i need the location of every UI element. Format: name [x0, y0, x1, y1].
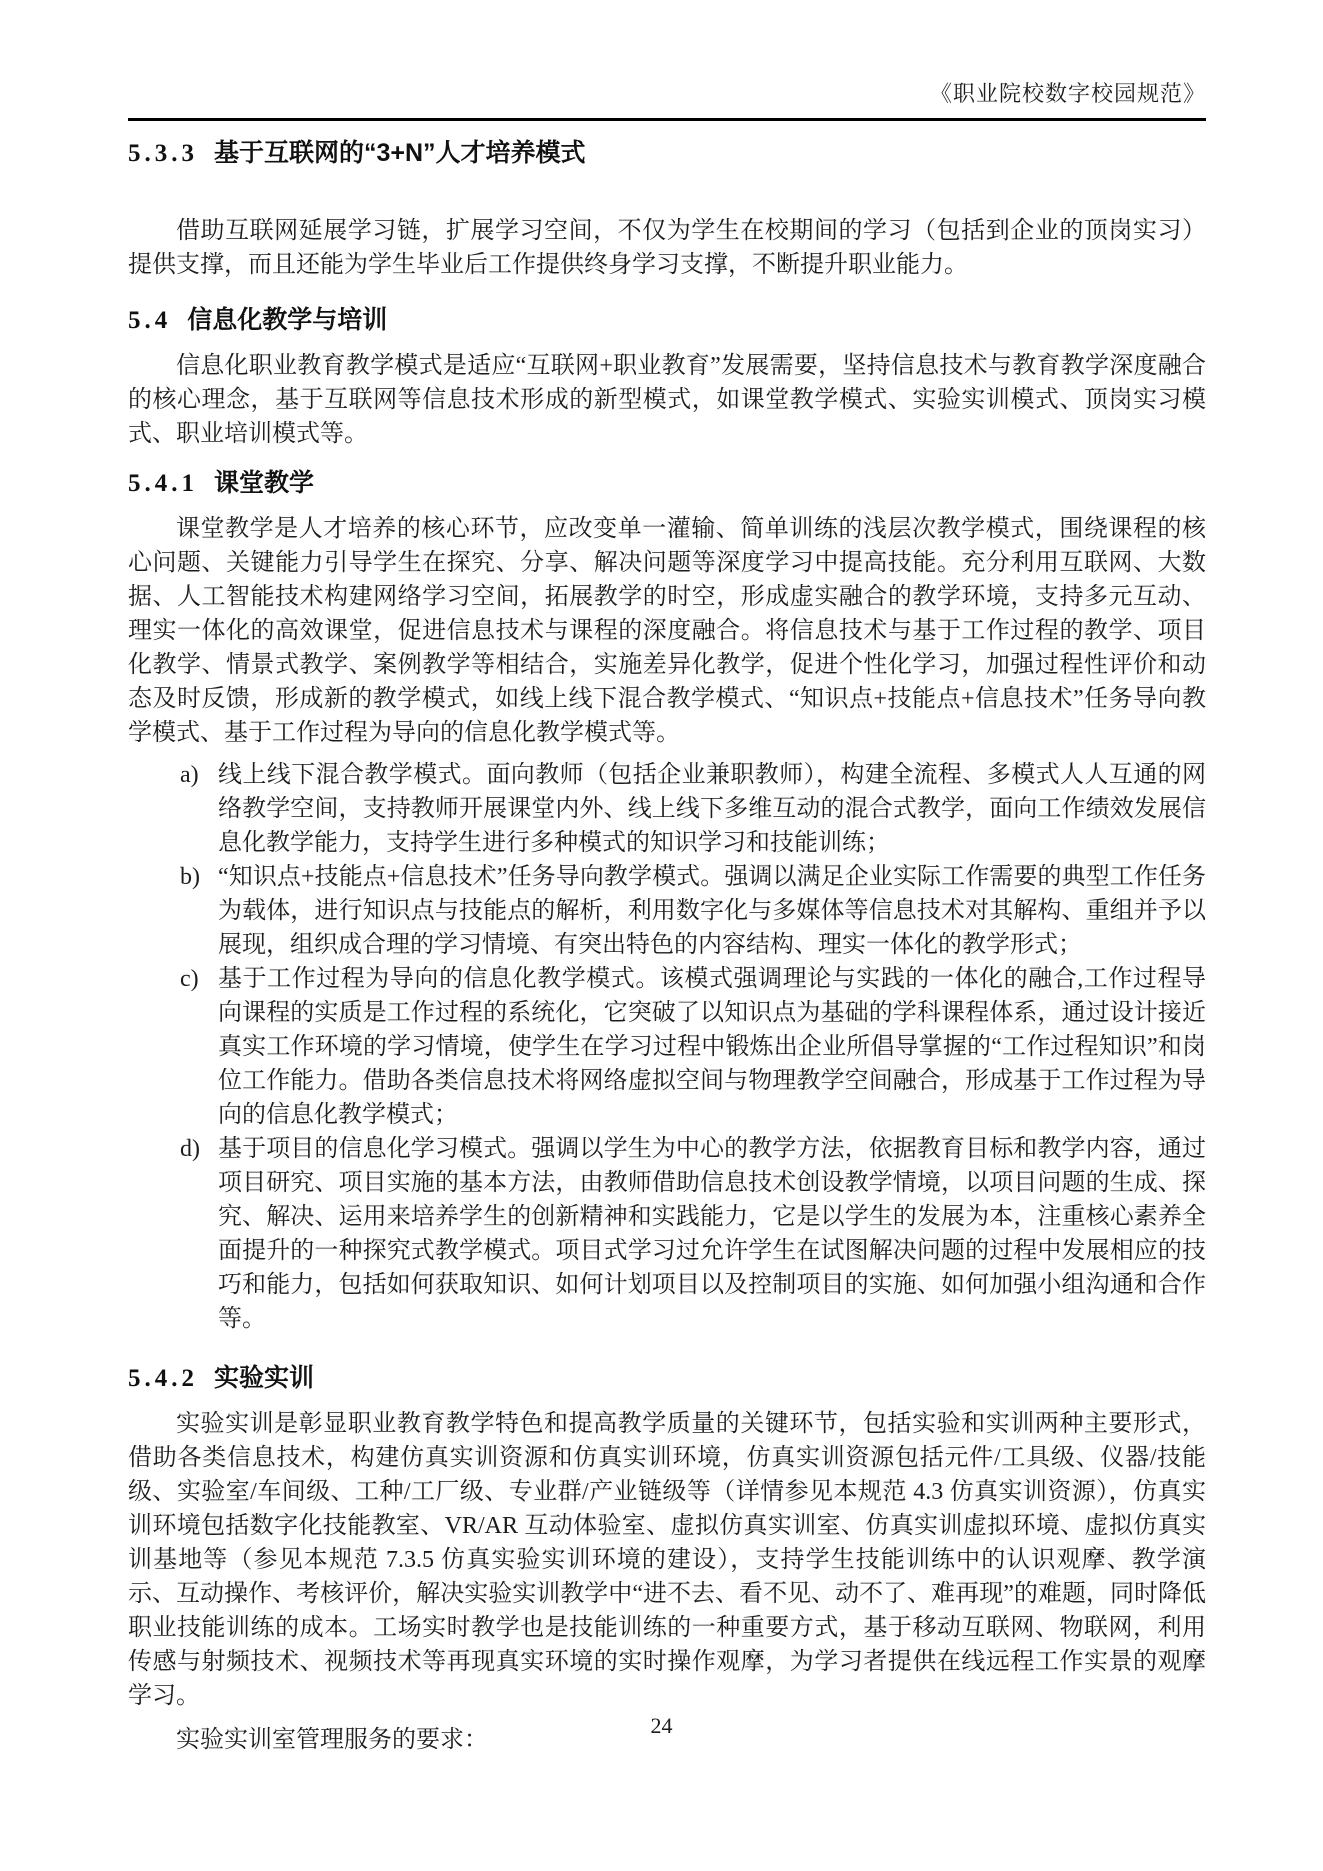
list-item-c — [180, 962, 1206, 1132]
section-title: 课堂教学 — [214, 469, 315, 497]
list-item-text: 线上线下混合教学模式。面向教师（包括企业兼职教师），构建全流程、多模式人人互通的网络教学空间，支持教师开展课堂内外、线上线下多维互动的混合式教学，面向工作绩效发展信息化教学能力，支持学生进行多种模式的知识学习和技能训练； — [218, 762, 1206, 856]
running-header: 《职业院校数字校园规范》 — [929, 81, 1206, 106]
list-item-text: 基于项目的信息化学习模式。强调以学生为中心的教学方法，依据教育目标和教学内容，通过项目研究、项目实施的基本方法，由教师借助信息技术创设教学情境，以项目问题的生成、探究、解决、运用来培养学生的创新精神和实践能力，它是以学生的发展为本，注重核心素养全面提升的一种探究式教学模式。项目式学习过允许学生在试图解决问题的过程中发展相应的技巧和能力，包括如何获取知识、如何计划项目以及控制项目的实施、如何加强小组沟通和合作等。 — [218, 1136, 1206, 1332]
section-heading-5-4 — [128, 302, 1206, 339]
list-marker: d) — [180, 1136, 200, 1162]
section-title: 基于互联网的“3+N”人才培养模式 — [214, 139, 586, 167]
header-rule — [128, 118, 1206, 121]
section-title: 实验实训 — [214, 1364, 315, 1392]
page-content — [128, 0, 1206, 1757]
body-paragraph: 借助互联网延展学习链，扩展学习空间，不仅为学生在校期间的学习（包括到企业的顶岗实习）提供支撑，而且还能为学生毕业后工作提供终身学习支撑，不断提升职业能力。 — [128, 218, 1206, 278]
list-marker: c) — [180, 966, 199, 992]
list-item-text: “知识点+技能点+信息技术”任务导向教学模式。强调以满足企业实际工作需要的典型工作任务为载体，进行知识点与技能点的解析，利用数字化与多媒体等信息技术对其解构、重组并予以展现，组织成合理的学习情境、有突出特色的内容结构、理实一体化的教学形式； — [218, 864, 1206, 958]
section-number: 5.4.1 — [128, 470, 198, 497]
list-marker: b) — [180, 864, 200, 890]
section-number: 5.4 — [128, 307, 172, 334]
body-paragraph: 课堂教学是人才培养的核心环节，应改变单一灌输、简单训练的浅层次教学模式，围绕课程的核心问题、关键能力引导学生在探究、分享、解决问题等深度学习中提高技能。充分利用互联网、大数据、人工智能技术构建网络学习空间，拓展教学的时空，形成虚实融合的教学环境，支持多元互动、理实一体化的高效课堂，促进信息技术与课程的深度融合。将信息技术与基于工作过程的教学、项目化教学、情景式教学、案例教学等相结合，实施差异化教学，促进个性化学习，加强过程性评价和动态及时反馈，形成新的教学模式，如线上线下混合教学模式、“知识点+技能点+信息技术”任务导向教学模式、基于工作过程为导向的信息化教学模式等。 — [128, 516, 1206, 746]
list-item-text: 基于工作过程为导向的信息化教学模式。该模式强调理论与实践的一体化的融合,工作过程导向课程的实质是工作过程的系统化，它突破了以知识点为基础的学科课程体系，通过设计接近真实工作环境的学习情境，使学生在学习过程中锻炼出企业所倡导掌握的“工作过程知识”和岗位工作能力。借助各类信息技术将网络虚拟空间与物理教学空间融合，形成基于工作过程为导向的信息化教学模式； — [218, 966, 1206, 1128]
teaching-mode-list — [180, 758, 1206, 1336]
list-item-a — [180, 758, 1206, 860]
section-heading-5-4-2 — [128, 1360, 1206, 1397]
section-number: 5.3.3 — [128, 140, 198, 167]
list-item-b — [180, 860, 1206, 962]
section-title: 信息化教学与培训 — [187, 306, 388, 334]
section-heading-5-4-1 — [128, 465, 1206, 502]
list-item-d — [180, 1132, 1206, 1336]
page-number: 24 — [650, 1713, 673, 1738]
body-paragraph: 信息化职业教育教学模式是适应“互联网+职业教育”发展需要，坚持信息技术与教育教学深度融合的核心理念，基于互联网等信息技术形成的新型模式，如课堂教学模式、实验实训模式、顶岗实习模式、职业培训模式等。 — [128, 353, 1206, 447]
body-paragraph: 实验实训是彰显职业教育教学特色和提高教学质量的关键环节，包括实验和实训两种主要形式，借助各类信息技术，构建仿真实训资源和仿真实训环境，仿真实训资源包括元件/工具级、仪器/技能级、实验室/车间级、工种/工厂级、专业群/产业链级等（详情参见本规范 4.3 仿真实训资源），仿真实训环境包括数字化技能教室、VR/AR 互动体验室、虚拟仿真实训室、仿真实训虚拟环境、虚拟仿真实训基地等（参见本规范 7.3.5 仿真实验实训环境的建设），支持学生技能训练中的认识观摩、教学演示、互动操作、考核评价，解决实验实训教学中“进不去、看不见、动不了、难再现”的难题，同时降低职业技能训练的成本。工场实时教学也是技能训练的一种重要方式，基于移动互联网、物联网，利用传感与射频技术、视频技术等再现真实环境的实时操作观摩，为学习者提供在线远程工作实景的观摩学习。 — [128, 1411, 1206, 1709]
body-paragraph: 实验实训室管理服务的要求： — [176, 1727, 488, 1753]
section-heading-5-3-3 — [128, 135, 1206, 172]
list-marker: a) — [180, 762, 199, 788]
section-number: 5.4.2 — [128, 1365, 198, 1392]
